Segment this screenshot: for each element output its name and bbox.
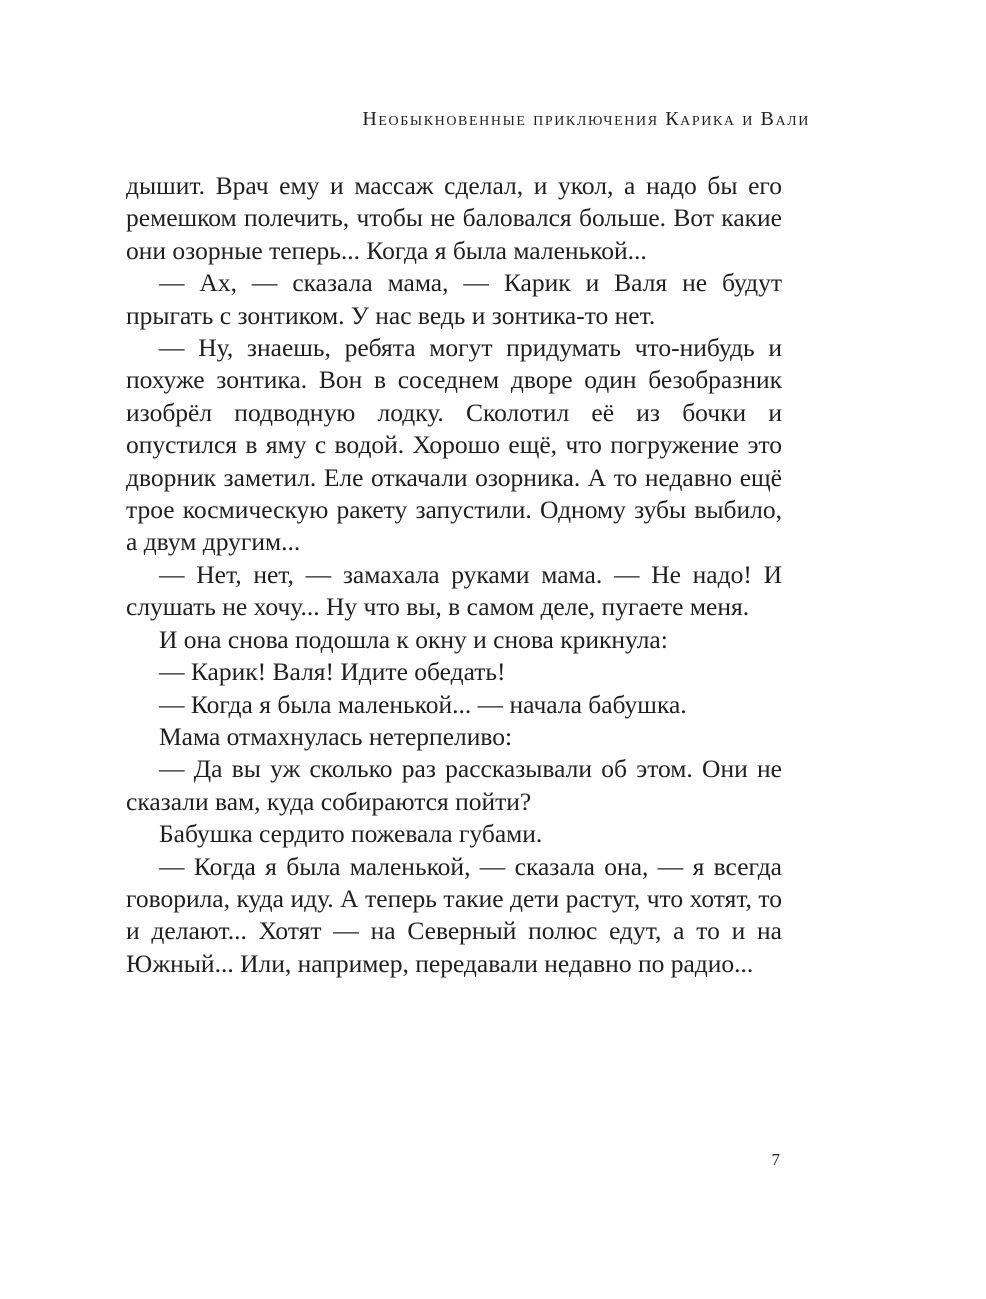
paragraph: — Ну, знаешь, ребята могут придумать что-нибудь и похуже зонтика. Вон в соседнем дворе один безобразник изобрёл подводную лодку. Сколотил её из бочки и опустился в яму с водой. Хорошо ещё, что погружение это дворник заметил. Еле откачали озорника. А то недавно ещё трое космическую ракету запустили. Одному зубы выбило, а двум другим... (126, 333, 782, 557)
page-number: 7 (771, 1150, 780, 1169)
paragraph: — Когда я была маленькой, — сказала она, — я всегда говорила, куда иду. А теперь такие дети растут, что хотят, то и делают... Хотят — на Северный полюс едут, а то и на Южный... Или, например, передавали недавно по радио... (126, 851, 782, 978)
paragraph: — Да вы уж сколько раз рассказывали об этом. Они не сказали вам, куда собираются пойти? (126, 754, 782, 816)
body-text (126, 170, 782, 980)
paragraph: — Карик! Валя! Идите обедать! (159, 657, 506, 687)
paragraph: Бабушка сердито пожевала губами. (159, 819, 543, 849)
paragraph: — Нет, нет, — замахала руками мама. — Не надо! И слушать не хочу... Ну что вы, в самом деле, пугаете меня. (126, 559, 782, 622)
paragraph: — Когда я была маленькой... — начала бабушка. (159, 689, 687, 719)
running-header: Необыкновенные приключения Карика и Вали (362, 108, 810, 130)
paragraph: И она снова подошла к окну и снова крикнула: (159, 624, 668, 654)
paragraph: дышит. Врач ему и массаж сделал, и укол, а надо бы его ремешком полечить, чтобы не баловался больше. Вот какие они озорные теперь... Когда я была маленькой... (126, 171, 782, 265)
paragraph: — Ах, — сказала мама, — Карик и Валя не будут прыгать с зонтиком. У нас ведь и зонтика-то нет. (126, 268, 782, 330)
paragraph: Мама отмахнулась нетерпеливо: (159, 721, 513, 751)
